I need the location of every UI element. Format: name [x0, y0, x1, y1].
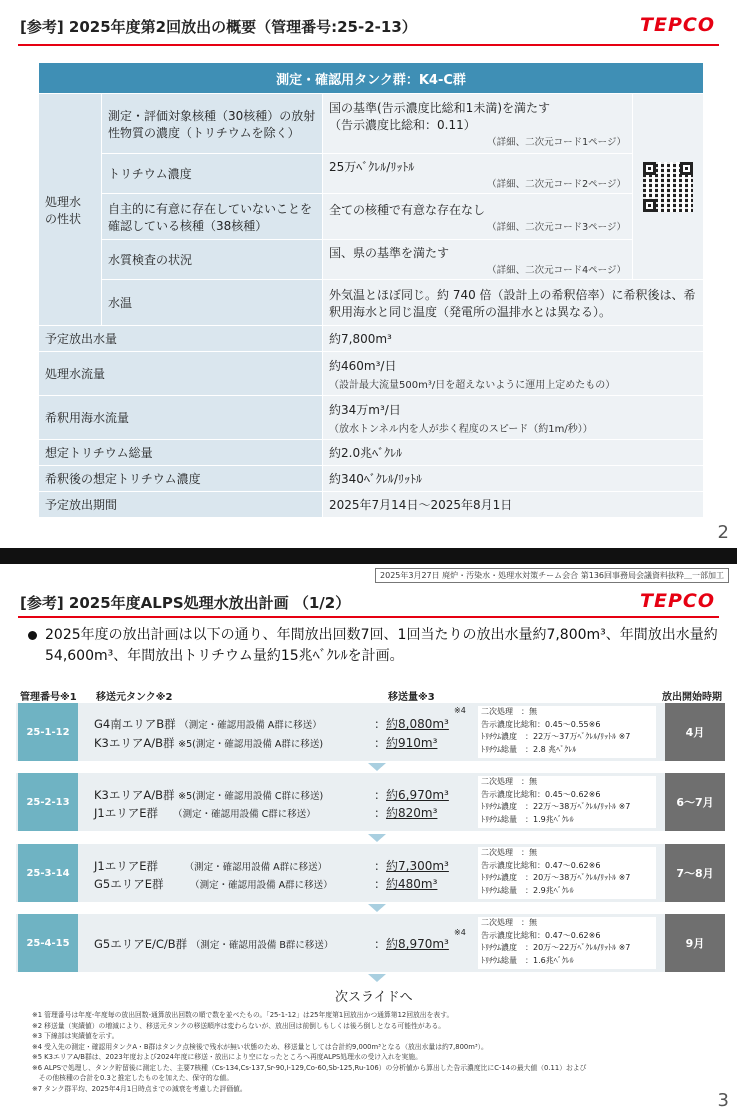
slide-release-overview	[0, 0, 737, 548]
release-start-month: 6～7月	[665, 773, 725, 831]
plan-row	[16, 844, 725, 902]
release-start-month: 9月	[665, 914, 725, 972]
down-arrow-icon	[368, 904, 386, 912]
row-value: 約460m³/日 （設計最大流量500m³/日を超えないように運用上定めたもの）	[323, 352, 704, 396]
next-slide-label: 次スライドへ	[335, 990, 413, 1005]
row-label: 処理水流量	[39, 352, 323, 396]
row-label: トリチウム濃度	[102, 154, 323, 194]
title-divider	[18, 616, 719, 618]
footnote: ※4 受入先の測定・確認用タンクA・B群はタンク点検後で残水が無い状態のため、移送量としては合計約9,000m³となる（放出水量は約7,800m³）。	[32, 1042, 488, 1051]
plan-row	[16, 914, 725, 972]
mgmt-number: 25-2-13	[18, 773, 78, 831]
footnote-mark: ※4	[454, 928, 466, 937]
qr-code-cell	[633, 94, 704, 280]
row-value: 全ての核種で有意な存在なし （詳細、二次元コード3ページ）	[323, 194, 633, 240]
row-value: 約2.0兆ﾍﾞｸﾚﾙ	[323, 440, 704, 466]
transfer-amount: ：約8,080m³	[374, 717, 449, 731]
down-arrow-icon	[368, 974, 386, 982]
row-label: 水質検査の状況	[102, 240, 323, 280]
row-label: 希釈用海水流量	[39, 396, 323, 440]
transfer-amount: ：約8,970m³	[374, 937, 449, 951]
footnotes	[32, 1010, 722, 1094]
release-start-month: 7～8月	[665, 844, 725, 902]
row-value: 国の基準(告示濃度比総和1未満)を満たす （告示濃度比総和：0.11） （詳細、二次元コード1ページ）	[323, 94, 633, 154]
transfer-amount: ：約910m³	[374, 736, 438, 750]
plan-summary-bullet: 2025年度の放出計画は以下の通り、年間放出回数7回、1回当たりの放出水量約7,800m³、年間放出水量約54,600m³、年間放出トリチウム量約15兆ﾍﾞｸﾚﾙを計画。	[30, 625, 720, 667]
page-number: 2	[717, 522, 729, 543]
row-label: 予定放出期間	[39, 492, 323, 518]
source-tank-line: G5エリアE/C/B群 （測定・確認用設備 B群に移送）	[94, 937, 334, 951]
water-quality-info: 二次処理 ：無 告示濃度比総和：0.47～0.62※6 ﾄﾘﾁｳﾑ濃度 ：20万～22万ﾍﾞｸﾚﾙ/ﾘｯﾄﾙ ※7 ﾄﾘﾁｳﾑ総量 ：1.6兆ﾍﾞｸﾚﾙ	[478, 917, 656, 969]
qr-code-icon[interactable]	[643, 162, 693, 212]
mgmt-number: 25-3-14	[18, 844, 78, 902]
source-tank-line: K3エリアA/B群 ※5(測定・確認用設備 A群に移送)	[94, 736, 324, 750]
slide-title: [参考] 2025年度ALPS処理水放出計画 （1/2）	[20, 594, 351, 612]
source-tank-line: J1エリアE群 （測定・確認用設備 C群に移送）	[94, 806, 316, 820]
row-value: 25万ﾍﾞｸﾚﾙ/ﾘｯﾄﾙ （詳細、二次元コード2ページ）	[323, 154, 633, 194]
source-tank-line: J1エリアE群 （測定・確認用設備 A群に移送）	[94, 859, 328, 873]
water-quality-info: 二次処理 ：無 告示濃度比総和：0.45～0.62※6 ﾄﾘﾁｳﾑ濃度 ：22万～38万ﾍﾞｸﾚﾙ/ﾘｯﾄﾙ ※7 ﾄﾘﾁｳﾑ総量 ：1.9兆ﾍﾞｸﾚﾙ	[478, 776, 656, 828]
release-overview-table	[38, 62, 704, 518]
row-label: 測定・評価対象核種（30核種）の放射性物質の濃度（トリチウムを除く）	[102, 94, 323, 154]
row-label: 想定トリチウム総量	[39, 440, 323, 466]
water-quality-info: 二次処理 ：無 告示濃度比総和：0.47～0.62※6 ﾄﾘﾁｳﾑ濃度 ：20万～38万ﾍﾞｸﾚﾙ/ﾘｯﾄﾙ ※7 ﾄﾘﾁｳﾑ総量 ：2.9兆ﾍﾞｸﾚﾙ	[478, 847, 656, 899]
row-value: 約340ﾍﾞｸﾚﾙ/ﾘｯﾄﾙ	[323, 466, 704, 492]
tepco-logo: TEPCO	[640, 14, 715, 36]
row-value: 2025年7月14日～2025年8月1日	[323, 492, 704, 518]
col-header-start: 放出開始時期	[662, 692, 722, 703]
slide-separator	[0, 548, 737, 564]
col-header-source: 移送元タンク※2	[96, 692, 173, 703]
footnote-mark: ※4	[454, 706, 466, 715]
footnote: ※3 下線部は実績値を示す。	[32, 1032, 119, 1040]
footnote: ※7 タンク群平均、2025年4月1日時点までの減衰を考慮した評価値。	[32, 1084, 247, 1093]
table-header: 測定・確認用タンク群：K4-C群	[39, 63, 704, 94]
mgmt-number: 25-4-15	[18, 914, 78, 972]
row-label: 希釈後の想定トリチウム濃度	[39, 466, 323, 492]
plan-row	[16, 703, 725, 761]
source-note: 2025年3月27日 廃炉・汚染水・処理水対策チーム会合 第136回事務局会議資料抜粋＿一部加工	[375, 568, 729, 583]
slide-title: [参考] 2025年度第2回放出の概要（管理番号:25-2-13）	[20, 18, 417, 36]
tepco-logo: TEPCO	[640, 590, 715, 612]
transfer-amount: ：約6,970m³	[374, 788, 449, 802]
footnote: ※1 管理番号は年度-年度毎の放出回数-通算放出回数の順で数を並べたもの。「25-1-12」は25年度第1回放出かつ通算第12回放出を表す。	[32, 1011, 454, 1019]
down-arrow-icon	[368, 763, 386, 771]
row-value: 外気温とほぼ同じ。約 740 倍（設計上の希釈倍率）に希釈後は、希釈用海水と同じ温度（発電所の温排水とは異なる）。	[323, 280, 704, 326]
source-tank-line: G4南エリアB群 （測定・確認用設備 A群に移送）	[94, 717, 322, 731]
footnote: ※2 移送量（実績値）の増減により、移送元タンクの移送順序は変わらないが、放出回は前倒しもしくは後ろ倒しとなる可能性がある。	[32, 1021, 446, 1030]
row-value: 国、県の基準を満たす （詳細、二次元コード4ページ）	[323, 240, 633, 280]
down-arrow-icon	[368, 834, 386, 842]
bullet-dot-icon	[28, 631, 37, 640]
title-divider	[18, 44, 719, 46]
transfer-amount: ：約480m³	[374, 877, 438, 891]
row-label: 水温	[102, 280, 323, 326]
group-label: 処理水 の性状	[39, 94, 102, 326]
footnote: その他核種の合計を0.3と推定したものを加えた、保守的な値。	[32, 1074, 234, 1082]
mgmt-number: 25-1-12	[18, 703, 78, 761]
footnote: ※6 ALPSで処理し、タンク貯留後に測定した、主要7核種（Cs-134,Cs-137,Sr-90,I-129,Co-60,Sb-125,Ru-106）の分析値から算出した告示濃度比にC-14の最大値（0.11）および	[32, 1063, 587, 1072]
row-value: 約7,800m³	[323, 326, 704, 352]
transfer-amount: ：約820m³	[374, 806, 438, 820]
row-value: 約34万m³/日 （放水トンネル内を人が歩く程度のスピード（約1m/秒））	[323, 396, 704, 440]
release-start-month: 4月	[665, 703, 725, 761]
plan-row	[16, 773, 725, 831]
transfer-amount: ：約7,300m³	[374, 859, 449, 873]
footnote: ※5 K3エリアA/B群は、2023年度および2024年度に移送・放出により空になったところへ再度ALPS処理水の受け入れを実施。	[32, 1053, 422, 1061]
row-label: 予定放出水量	[39, 326, 323, 352]
water-quality-info: 二次処理 ：無 告示濃度比総和：0.45～0.55※6 ﾄﾘﾁｳﾑ濃度 ：22万～37万ﾍﾞｸﾚﾙ/ﾘｯﾄﾙ ※7 ﾄﾘﾁｳﾑ総量 ：2.8 兆ﾍﾞｸﾚﾙ	[478, 706, 656, 758]
col-header-mgmt: 管理番号※1	[20, 692, 77, 703]
page-number: 3	[717, 1090, 729, 1111]
source-tank-line: G5エリアE群 （測定・確認用設備 A群に移送）	[94, 877, 333, 891]
row-label: 自主的に有意に存在していないことを確認している核種（38核種）	[102, 194, 323, 240]
col-header-amount: 移送量※3	[388, 692, 435, 703]
source-tank-line: K3エリアA/B群 ※5(測定・確認用設備 C群に移送)	[94, 788, 324, 802]
